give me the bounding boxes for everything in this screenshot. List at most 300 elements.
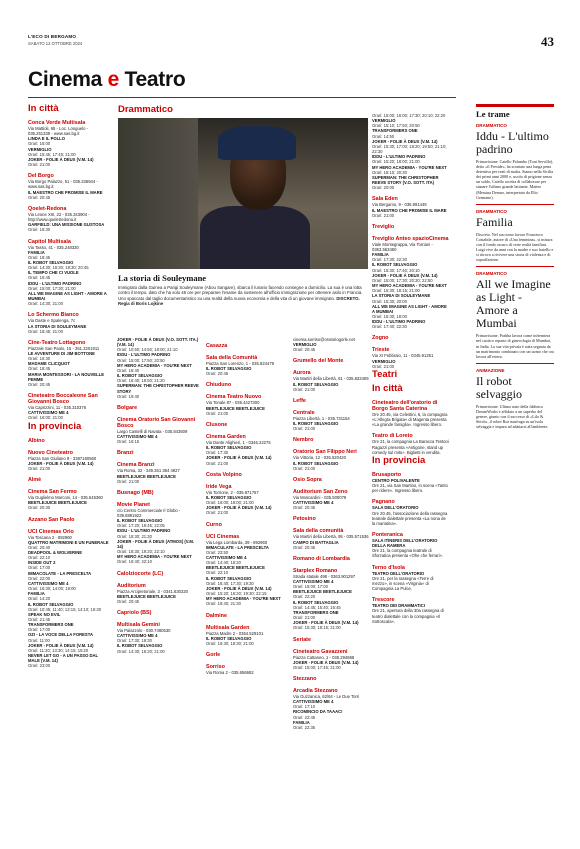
showtimes: Orari: 16:30; 18:30; 21:00 — [206, 640, 254, 646]
film-title: GARFIELD: UNA MISSIONE GUSTOSA — [28, 222, 105, 228]
venue-subname: Iride Vega — [206, 483, 232, 490]
film-title: IL ROBOT SELVAGGIO — [28, 259, 74, 265]
venue-name: Calolziocorte (LC) — [117, 570, 164, 577]
film-title: IL ROBOT SELVAGGIO — [293, 460, 339, 466]
showtimes: Orari: 21:00 — [293, 465, 316, 471]
showtimes: Orari: 15:30; 18:15; 21:00 — [372, 288, 420, 294]
review-separator — [476, 266, 554, 267]
venue-subname: Auditorium — [117, 582, 146, 589]
showtimes: Orari: 16:30 — [28, 356, 51, 362]
review-title: Familia — [476, 214, 513, 229]
showtimes: Orari: 20:45 — [293, 544, 316, 550]
venue-address: cinema.sorriso@oratoriogorle.net — [293, 337, 355, 342]
film-title: JOKER - FOLIE À DEUX (V.M. 14) — [372, 272, 438, 278]
film-title: OZI - LA VOCE DELLA FORESTA — [28, 632, 93, 638]
venue-address: Via Guglielmo Marconi, 14 - 035.545360 — [28, 495, 103, 501]
featured-film — [118, 104, 368, 334]
film-title: SPEAK NO EVIL — [28, 611, 61, 617]
venue-subname: Nuovo Cineteatro — [28, 449, 73, 456]
theatre-text: Ore 21, via San Martino, in scena «Tanto per ridere». Ingresso libero. — [372, 483, 448, 494]
venue-subname: Cinema Garden — [206, 433, 246, 440]
theatre-venue: CENTRO POLIVALENTE — [372, 477, 420, 483]
showtimes: Orari: 14:45; 15:40; 16:45 — [293, 604, 341, 610]
showtimes: Orari: 19:40 — [117, 393, 140, 399]
film-title: BEETLEJUICE BEETLEJUICE — [293, 589, 352, 595]
showtimes: Orari: 17:30; 19:30 — [117, 638, 152, 644]
showtimes: Orari: 16:40; 17:30; 19:30 — [206, 580, 254, 586]
film-title: CATTIVISSIMO ME 4 — [28, 410, 69, 416]
featured-synopsis — [118, 285, 368, 306]
venue-name: Chiuduno — [206, 382, 232, 389]
film-title: IDDU - L'ULTIMO PADRINO — [372, 319, 426, 325]
reviews-heading: Le trame — [476, 104, 554, 119]
venue-address: Largo Castelli di Navata - 035.843509 — [117, 428, 188, 434]
venue-address: Via Mattioli, 65 - Loc. Longuelo - 035.251339 - www.sas.bg.it — [28, 126, 88, 137]
venue-name: Romano di Lombardia — [293, 555, 350, 562]
film-title: LINDA E IL POLLO — [28, 136, 65, 142]
film-title: JOKER - FOLIE À DEUX (V.M. 14) — [28, 642, 94, 648]
venue-name: Almè — [28, 477, 42, 484]
venue-subname: UCI Cinemas Orio — [28, 528, 74, 535]
film-title: DEADPOOL & WOLVERINE — [28, 549, 83, 555]
showtimes: Orari: 14:20 — [28, 596, 51, 602]
showtimes: Orari: 15:00; 17:00 — [293, 584, 328, 590]
review-genre: DRAMMATICO — [476, 208, 507, 214]
showtimes: Orari: 22:00 — [28, 575, 51, 581]
showtimes: Orari: 18:45; 21:00 — [28, 328, 63, 334]
film-title: JOKER - FOLIE À DEUX (V.O. SOTT. ITA.) (V.M. 14) — [117, 337, 199, 348]
section-title — [28, 68, 185, 92]
showtimes: Orari: 17:30; 22:30 — [372, 257, 407, 263]
venue-address: c/o Centro Commerciale Il Globo - 039.6891922 — [117, 507, 181, 518]
showtimes: Orari: 21:00 — [28, 465, 51, 471]
venue-name: Nembro — [293, 437, 314, 444]
showtimes: Orari: 15:30; 18:00 — [372, 314, 407, 319]
venue-address: Piazza Cattaneo, 1 - 035.294868 — [293, 654, 355, 660]
venue-subname: Centrale — [293, 409, 315, 416]
showtimes: Orari: 15:30; 17:40; 20:10 — [372, 267, 420, 273]
showtimes: Orari: 17:20; 19:45; 22:05 — [117, 523, 165, 529]
film-title: FAMILIA — [28, 591, 45, 597]
venue-name: Lo Schermo Bianco — [28, 312, 79, 319]
showtimes: Orari: 14:30; 16:20; 21:00 — [117, 648, 165, 654]
venue-name: Bolgare — [117, 404, 138, 411]
showtimes: Orari: 10:50; 14:50; 18:00; 21:10 — [117, 347, 178, 353]
showtimes: Orari: 20:40 — [28, 544, 51, 550]
venue-subname: UCI Cinemas — [206, 533, 240, 540]
review-genre: ANIMAZIONE — [476, 367, 505, 373]
listings-column-5 — [372, 113, 450, 835]
venue-subname: Cinema Teatro Nuovo — [206, 394, 262, 401]
showtimes: Orari: 15:45; 17:45; 21:00 — [28, 151, 76, 157]
venue-name: Seriate — [293, 636, 311, 643]
showtimes: Orari: 21:00 — [206, 460, 229, 466]
film-title: CATTIVISSIMO ME 4 — [28, 580, 69, 586]
film-title: RICOMINCIO DA TAAAC! — [293, 709, 343, 715]
film-title: JOKER - FOLIE À DEUX (V.M. 14) — [293, 659, 359, 665]
review-genre: DRAMMATICO — [476, 123, 507, 128]
film-title: IL ROBOT SELVAGGIO — [206, 366, 252, 372]
featured-text: Immigrato dalla Guinea a Parigi Souleymane (Abou Sangare), sbarca il lunario facendo consegne a domicilio. La sua è una lotta contro il tempo, dato che ha solo 48 ore per preparare l'esame da sostenere all'ufficio immigrazione per ottenere asilo in Francia. Uno spaccato dal taglio documentaristico su una realtà della nuova economia e della vita di un giovane immigrato. — [118, 285, 363, 301]
venue-name: Busnago (MB) — [117, 489, 154, 496]
film-title: IDDU - L'ULTIMO PADRINO — [372, 154, 426, 160]
showtimes: Orari: 16:40 — [117, 367, 140, 373]
review-text: Primavisione. Prabha lavora come infermiera nel caotico reparto di ginecologia di Mumbai, in India. La sua vita privata è stata segnata da un matrimonio combinato con un uomo che ora lavora all'estero. — [476, 333, 554, 359]
film-title: MY HERO ACADEMIA - YOU'RE NEXT — [372, 164, 447, 170]
venue-name: Leffe — [293, 397, 306, 404]
showtimes: Orari: 16:15 — [117, 439, 140, 445]
film-title: MY HERO ACADEMIA - YOU'RE NEXT — [372, 283, 447, 289]
showtimes: Orari: 14:40; 16:20 — [206, 560, 241, 566]
showtimes: Orari: 15:20; 18:00; 21:00 — [372, 159, 420, 165]
section-rule — [28, 97, 456, 98]
venue-name: Qoelet-Redona — [28, 205, 67, 212]
venue-name: Zogno — [372, 335, 389, 342]
showtimes: Orari: 21:00 — [117, 478, 140, 484]
showtimes: Orari: 23:50 — [206, 549, 229, 555]
venue-address: Strada statale 498 - 0363.901297 — [293, 573, 356, 579]
film-title: VERMIGLIO — [372, 358, 396, 364]
showtimes: Orari: 14:30; 16:30; 18:30; 20:45 — [28, 265, 89, 271]
theatre-town: Terno d'Isola — [372, 564, 405, 571]
newspaper-name: L'ECO DI BERGAMO — [28, 34, 77, 39]
venue-address: Via Dante Alighieri, 1 - 0346.22275 — [206, 439, 271, 445]
venue-subname: Movie Planet — [117, 501, 150, 508]
showtimes: Orari: 18:45 — [28, 366, 51, 372]
film-title: FAMILIA — [28, 249, 45, 255]
film-title: BEETLEJUICE BEETLEJUICE — [206, 405, 265, 411]
theatre-venue: SALA DELL'ORATORIO — [372, 505, 419, 511]
venue-subname: Arcadia Stezzano — [293, 688, 338, 694]
venue-address: Via Leone XIII, 22 - 035.343904 - http://www.qoeletredona.it — [28, 211, 90, 223]
listings-column-3 — [206, 337, 288, 837]
venue-name: Del Borgo — [28, 173, 54, 180]
venue-name: Albino — [28, 437, 45, 444]
venue-subname: Treviglio Anteo spazioCinema — [372, 235, 449, 242]
showtimes: Orari: 16:30; 14:00; 19:00 — [28, 586, 76, 592]
film-title: IL ROBOT SELVAGGIO — [293, 599, 339, 605]
showtimes: Orari: 20:45 — [293, 347, 316, 353]
venue-address: Piazza San Lorenzo, 1 - 035.824479 — [206, 361, 274, 366]
venue-address: Via Bergamo, 9 - 035.991449 — [372, 202, 427, 208]
theatre-subheading-province: In provincia — [372, 454, 426, 466]
featured-credit: DISCRETO. Regia di Boris Lojkine — [118, 295, 360, 306]
showtimes: Orari: 21:00 — [206, 510, 229, 516]
showtimes: Orari: 15:10; 17:50; 20:50 — [372, 123, 420, 129]
showtimes: Orari: 18:30; 19:20; 22:10 — [117, 549, 165, 555]
showtimes: Orari: 20:45 — [28, 381, 51, 387]
showtimes: Orari: 15:20; 16:20; 19:30; 22:15 — [206, 591, 267, 597]
showtimes: Orari: 17:30 — [206, 450, 229, 456]
theatre-heading: Teatri — [372, 368, 398, 380]
film-title: JOKER - FOLIE À DEUX (ATMOS) (V.M. 14) — [117, 538, 195, 549]
film-title: TRANSFORMERS ONE — [293, 609, 339, 615]
film-title: MY HERO ACADEMIA - YOU'RE NEXT — [206, 596, 281, 602]
showtimes: Orari: 16:45 — [28, 275, 51, 281]
film-title: IL ROBOT SELVAGGIO — [293, 381, 339, 387]
venue-name: Sala Eden — [372, 196, 398, 203]
venue-address: Via Tasso, 41 - 035.248330 — [28, 244, 79, 250]
theatre-text: Ore 20.45, via Celestini, 6, la compagnia «L'Allegra Brigata» di Magenta presenta «La grande famiglia». Ingresso libero. — [372, 411, 448, 428]
venue-subname: Cinema San Fermo — [28, 489, 77, 496]
venue-address: Via Vittoria, 12 - 035.520420 — [293, 455, 346, 461]
venue-subname: Cineteatro Gavazzeni — [293, 648, 348, 655]
showtimes: Orari: 23:00 — [28, 663, 51, 669]
venue-subname: Oratorio San Filippo Neri — [293, 449, 357, 456]
theatre-town: Trescore — [372, 597, 395, 604]
venue-name: Gorle — [206, 652, 221, 658]
venue-subname: Aurora — [293, 370, 311, 377]
listings-column-4 — [293, 337, 369, 837]
film-title: CATTIVISSIMO ME 4 — [293, 578, 334, 584]
venue-subname: Cinema Branzi — [117, 462, 155, 469]
review-separator — [476, 363, 554, 364]
theatre-venue: TEATRO DEI DRAMMATICI — [372, 603, 425, 609]
venue-address: Via Palazzolo - 030.7460530 — [117, 628, 171, 633]
theatre-venue: TEATRO DELL'ORATORIO — [372, 570, 425, 576]
venue-address: Via Martiri della Libertà, 95 - 035.571536 — [293, 534, 369, 540]
venue-name: Azzano San Paolo — [28, 516, 75, 523]
review-text: Primavisione. Catello Palumbo (Toni Servillo), detto «il Preside», ha scontato una lunga pena detentiva per reati di mafia. Siamo nella Sicilia dei primi anni 2000 e, uscito di prigione senza un soldo, Catello accetta di collaborare per stanare l'ultimo grande latitante, Matteo (Messina Denaro, interpretato da Elio Germano). — [476, 159, 554, 200]
film-title: JOKER - FOLIE À DEUX (V.M. 14) — [372, 138, 438, 144]
theatre-town: Brusaporto — [372, 471, 402, 478]
venue-address: Via Borgo Palazzo, 51 - 035.236944 - www.sas.bg.it — [28, 179, 98, 190]
page-header — [28, 34, 554, 62]
theatre-text: Ore 20.45, l'associazione della rassegna teatrale dialettale presenta «La nona de la mariatina». — [372, 510, 448, 526]
review-title: Il robot selvaggio — [476, 373, 522, 401]
showtimes: Orari: 20:00 — [372, 185, 395, 191]
film-title: LA STORIA DI SOULEYMANE — [28, 323, 87, 329]
venue-subname: Sala della Comunità — [206, 355, 258, 361]
theatre-venue: SALA ITINERIS DELL'ORATORIO DELLA RAMERA — [372, 537, 438, 549]
theatre-town: Ponteranica — [372, 531, 403, 538]
showtimes: Orari: 17:10 — [293, 704, 316, 710]
showtimes: Orari: 18:40; 21:30 — [206, 601, 241, 607]
theatre-text: Ore 21, apertura della 30a rassegna di teatro dialettale con la compagnia «Il Sottoscala». — [372, 608, 444, 624]
film-title: FAMILIA — [293, 719, 310, 725]
venue-subname: Trieste — [372, 347, 390, 354]
showtimes: Orari: 17:00 — [28, 627, 51, 633]
showtimes: Orari: 21:00 — [206, 410, 229, 416]
venue-address: Via Tonale 87 - 035.4427300 — [206, 400, 260, 406]
venue-address: Piazza Madre 2 - 0364.529101 — [206, 630, 264, 636]
film-title: ALL WE IMAGINE AS LIGHT - AMORE A MUMBAI — [28, 290, 107, 302]
venue-subname: Multisala Gemini — [117, 622, 160, 628]
venue-name: Treviglio — [372, 223, 395, 230]
showtimes: Orari: 22:45 — [293, 714, 316, 720]
showtimes: Orari: 21:00 — [293, 615, 316, 621]
film-title: TRANSFORMERS ONE — [372, 128, 418, 134]
showtimes: Orari: 11:00 — [28, 637, 50, 643]
featured-photo — [118, 118, 368, 269]
venue-address: Via Torrione, 2 - 035.971757 — [206, 489, 259, 495]
showtimes: Orari: 16:40; 18:50; 21:20 — [117, 378, 165, 384]
film-title: VERMIGLIO — [372, 118, 396, 124]
film-title: IL ROBOT SELVAGGIO — [117, 373, 163, 379]
showtimes: Orari: 10:45; 11:40; 13:15; 14:10; 15:30 — [28, 606, 102, 612]
film-title: JOKER - FOLIE À DEUX (V.M. 14) — [28, 156, 94, 162]
showtimes: Orari: 20:30 — [28, 505, 51, 511]
film-title: IL ROBOT SELVAGGIO — [372, 262, 418, 268]
showtimes: Orari: 15:30; 20:00 — [372, 298, 407, 304]
showtimes: Orari: 16:00; 18:00; 21:00 — [206, 500, 254, 506]
review-text: Discreto. Nel suo nono lavoro Francesco Costabile, autore di «Una femmina», si misura con il fondo oscuro di certe realtà familiari. Luigi vive da anni con la madre e suo fratello e si ritrova a rivivere una storia di violenza e di sopraffazione. — [476, 231, 554, 263]
review-title: Iddu - L'ultimo padrino — [476, 129, 549, 156]
venue-name: Curno — [206, 521, 222, 528]
film-title: JOKER - FOLIE À DEUX (V.M. 14) — [293, 620, 359, 626]
film-title: IL TEMPO CHE CI VUOLE — [28, 270, 79, 276]
showtimes: Orari: 14:50 — [372, 133, 395, 139]
film-title: MY HERO ACADEMIA - YOU'RE NEXT — [117, 554, 192, 560]
theatre-name: Cineteatro dell'oratorio di Borgo Santa Caterina — [372, 399, 438, 412]
film-title: IL ROBOT SELVAGGIO — [206, 445, 252, 451]
venue-address: Via Roma, 32 - 349.351 384 4927 — [117, 468, 180, 474]
film-title: VERMIGLIO — [28, 146, 52, 152]
showtimes: Orari: 15:00; 17:30; 21:00 — [28, 285, 76, 291]
listings-column-1 — [28, 104, 110, 834]
theatre-name: Teatro di Loreto — [372, 433, 413, 440]
review-title: All we Imagine as Light - Amore a Mumbai — [476, 277, 551, 331]
venue-name: Capitol Multisala — [28, 238, 71, 245]
film-title: BEETLEJUICE BEETLEJUICE — [117, 593, 176, 599]
listings-heading-province: In provincia — [28, 420, 82, 432]
venue-name: Clusone — [206, 421, 228, 428]
showtimes: Orari: 22:10 — [206, 570, 229, 576]
showtimes: Orari: 15:00; 16:00; 17:30; 20:10; 22:20 — [372, 113, 446, 118]
film-title: ALL WE IMAGINE AS LIGHT - AMORE A MUMBAI — [372, 303, 447, 314]
film-title: CATTIVISSIMO ME 4 — [293, 500, 334, 506]
film-title: IL MAESTRO CHE PROMISE IL MARE — [372, 207, 447, 213]
showtimes: Orari: 16:00 — [28, 141, 51, 147]
film-title: MY HERO ACADEMIA - YOU'RE NEXT — [117, 362, 192, 368]
film-title: IL ROBOT SELVAGGIO — [117, 518, 163, 524]
film-title: IL MAESTRO CHE PROMISE IL MARE — [28, 189, 103, 195]
film-title: QUATTRO MATRIMONI E UN FUNERALE — [28, 539, 109, 545]
showtimes: Orari: 15:00; 17:30; 20:20; 22:50 — [372, 277, 433, 283]
showtimes: Orari: 21:00 — [372, 212, 395, 218]
listings-column-2 — [117, 337, 199, 837]
showtimes: Orari: 16:40; 22:10 — [117, 559, 152, 565]
film-title: IL ROBOT SELVAGGIO — [117, 643, 163, 649]
venue-address: Via Roma 2 - 035.656682 — [206, 670, 254, 675]
venue-subname: Sorriso — [206, 664, 225, 670]
theatre-subheading: In città — [372, 382, 403, 394]
venue-address: Piazza San Giuliano 9 - 3387160560 — [28, 455, 97, 461]
showtimes: Orari: 16:30 — [28, 227, 51, 233]
film-title: IMMACOLATE - LA PRESCELTA — [28, 570, 92, 576]
film-title: CATTIVISSIMO ME 4 — [117, 633, 158, 639]
showtimes: Orari: 20:45 — [206, 371, 229, 377]
film-title: MARIA MONTESSORI - LA NOUVELLE FEMME — [28, 371, 104, 382]
venue-name: Grumello del Monte — [293, 358, 344, 365]
film-title: JOKER - FOLIE À DEUX (V.M. 14) — [206, 585, 272, 591]
showtimes: Orari: 14:30; 21:00 — [28, 301, 63, 307]
theatre-town: Pagnano — [372, 499, 395, 506]
showtimes: Orari: 20:45 — [117, 598, 140, 604]
showtimes: Orari: 22:35 — [293, 724, 316, 730]
film-title: IL ROBOT SELVAGGIO — [28, 601, 74, 607]
showtimes: Orari: 22:10 — [28, 555, 51, 561]
venue-subname: Auditorium San Zeno — [293, 488, 348, 495]
venue-subname: Multisala Garden — [206, 624, 250, 631]
film-title: IL ROBOT SELVAGGIO — [206, 635, 252, 641]
film-title: JOKER - FOLIE À DEUX (V.M. 14) — [206, 455, 272, 461]
film-title: IL ROBOT SELVAGGIO — [293, 421, 339, 427]
venue-address: Via Caprizzini, 11 - 035.310376 — [28, 405, 87, 411]
film-title: FAMILIA — [372, 252, 389, 258]
venue-address: Via Lega Lombarda, 39 - 892960 — [206, 539, 268, 545]
venue-address: Viale Montegrappa, Via Torriani - 0363.563460 — [372, 241, 433, 252]
film-title: LA STORIA DI SOULEYMANE — [372, 293, 431, 299]
film-title: BEETLEJUICE BEETLEJUICE — [117, 473, 176, 479]
featured-title: La storia di Souleymane — [118, 273, 207, 283]
showtimes: Orari: 21:45 — [28, 617, 51, 622]
section-word-1: Cinema — [28, 68, 103, 91]
film-title: SUPERMAN: THE CHRISTOPHER REEVE STORY — [117, 383, 199, 394]
section-amp: e — [107, 68, 119, 91]
venue-name: Conca Verde Multisala — [28, 120, 86, 126]
venue-address: Via Guzzanica, 62/64 - Le Due Torri — [293, 694, 360, 699]
film-title: LE AVVENTURE DI JIM BOTTONE — [28, 351, 95, 356]
venue-subname: Cinema Oratorio San Giovanni Bosco — [117, 416, 196, 429]
theatre-text: Ore 21, per la rassegna «Terre di mezzo», in scena «Virginia» di Compagnia La Pulce. — [372, 575, 434, 592]
venue-name: Capriolo (BS) — [117, 610, 152, 616]
venue-address: Piazza Libertà, 1 - 035.731154 — [293, 415, 350, 421]
showtimes: Orari: 16:00; 21:00 — [28, 415, 63, 421]
film-title: IL ROBOT SELVAGGIO — [206, 494, 252, 500]
showtimes: Orari: 21:00 — [293, 386, 316, 392]
film-title: BEETLEJUICE BEETLEJUICE — [206, 565, 265, 571]
venue-name: Stezzano — [293, 676, 317, 682]
film-title: JOKER - FOLIE À DEUX (V.M. 14) — [28, 460, 94, 466]
showtimes: Orari: 20:45 — [28, 194, 51, 200]
film-title: VERMIGLIO — [293, 342, 317, 348]
film-title: JOKER - FOLIE À DEUX (V.M. 14) — [206, 505, 272, 511]
showtimes: Orari: 11:20; 13:30; 14:15; 15:20 — [28, 647, 89, 653]
showtimes: Orari: 21:00 — [28, 162, 51, 168]
venue-address: Via Toscana 2 - 892960 — [28, 534, 72, 540]
review-genre: DRAMMATICO — [476, 271, 507, 277]
showtimes: Orari: 15:30; 17:00; 18:20; 19:50; 21:10; 22:30 — [372, 143, 447, 155]
film-title: CATTIVISSIMO ME 4 — [117, 434, 158, 440]
reviews-sidebar — [476, 104, 554, 840]
showtimes: Orari: 21:00 — [293, 426, 316, 432]
showtimes: Orari: 17:40; 22:30 — [372, 324, 407, 330]
theatre-text: Ore 21, la compagnia La Baracca Testoni Ragazzi presenta «Antigone, stand up comedy sul mito». Biglietti in vendita. — [372, 439, 449, 455]
venue-address: Via Martiri della Libertà, 61 - 035.833409 — [293, 376, 369, 382]
showtimes: Orari: 22:20 — [293, 594, 316, 600]
showtimes: Orari: 15:00; 17:50; 20:50 — [117, 357, 165, 363]
issue-date: SABATO 12 OTTOBRE 2024 — [28, 41, 83, 46]
venue-name: Costa Volpino — [206, 471, 242, 478]
film-title: IDDU - L'ULTIMO PADRINO — [117, 528, 171, 534]
theatre-text: Ore 21, la compagnia teatrale di Sforzatica presenta «Ohe che ferrari». — [372, 548, 443, 559]
venue-address: Via XI Febbraio, 11 - 0345.91251 — [372, 353, 434, 359]
film-title: MADAME CLICQUOT — [28, 361, 70, 367]
venue-address: Via Moscardini - 035.500079 — [293, 494, 347, 500]
review-separator — [476, 204, 554, 205]
film-title: CATTIVISSIMO ME 4 — [206, 554, 247, 560]
venue-address: Piazza Arcipretoriale, 3 - 0341.630320 — [117, 588, 188, 594]
showtimes: Orari: 18:10; 20:30 — [372, 169, 407, 175]
venue-name: Dalmine — [206, 612, 227, 619]
venue-name: Branzi — [117, 450, 134, 457]
venue-subname: Starplex Romano — [293, 567, 338, 574]
film-title: CATTIVISSIMO ME 4 — [293, 699, 334, 705]
venue-name: Petosino — [293, 516, 316, 523]
venue-address: Piazzale San Paolo, 15 - 351.3201911 — [28, 345, 100, 351]
film-title: IDDU - L'ULTIMO PADRINO — [117, 352, 171, 358]
